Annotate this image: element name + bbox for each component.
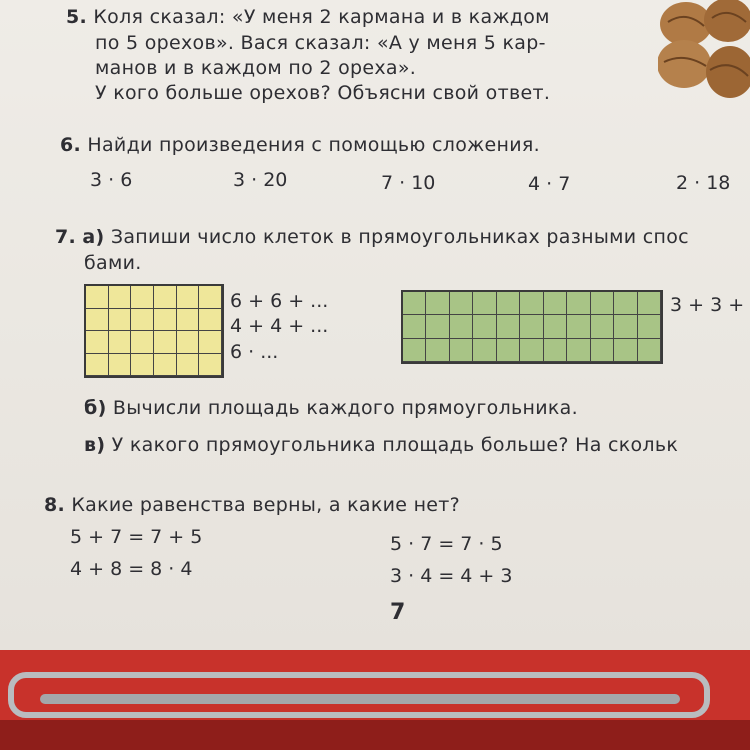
task7-text-c: У какого прямоугольника площадь больше? На скольк: [111, 434, 679, 456]
task7-expr-left: 6 · ...: [230, 341, 279, 363]
grid-cell: [109, 331, 132, 354]
grid-cell: [473, 315, 496, 338]
task7-line2: бами.: [84, 252, 142, 274]
task7-line-b: [84, 397, 578, 419]
grid-cell: [544, 292, 567, 315]
grid-cell: [567, 292, 590, 315]
task6-text: Найди произведения с помощью сложения.: [87, 134, 540, 156]
task7-label-a: а): [82, 226, 105, 248]
green-rectangle-grid: [401, 290, 663, 364]
task6-item: 4 · 7: [528, 173, 571, 195]
grid-cell: [567, 339, 590, 362]
task5-line1: [66, 6, 550, 28]
grid-cell: [473, 292, 496, 315]
task6-title: [60, 134, 540, 156]
grid-cell: [154, 354, 177, 377]
task8-equation: 3 · 4 = 4 + 3: [390, 565, 513, 587]
grid-cell: [177, 331, 200, 354]
grid-cell: [497, 315, 520, 338]
grid-cell: [544, 315, 567, 338]
grid-cell: [199, 354, 222, 377]
grid-cell: [638, 339, 661, 362]
grid-cell: [614, 292, 637, 315]
grid-cell: [109, 309, 132, 332]
grid-cell: [520, 315, 543, 338]
task5-text1: Коля сказал: «У меня 2 кармана и в каждом: [93, 6, 550, 28]
grid-cell: [520, 339, 543, 362]
task5-number: 5.: [66, 6, 88, 28]
task7-expr-left: 6 + 6 + ...: [230, 290, 329, 312]
grid-cell: [131, 286, 154, 309]
grid-cell: [614, 315, 637, 338]
task8-number: 8.: [44, 494, 66, 516]
task8-equation: 5 + 7 = 7 + 5: [70, 526, 203, 548]
grid-cell: [638, 315, 661, 338]
grid-cell: [109, 354, 132, 377]
task7-line1: [55, 226, 689, 248]
grid-cell: [86, 331, 109, 354]
grid-cell: [591, 315, 614, 338]
grid-cell: [638, 292, 661, 315]
grid-cell: [177, 286, 200, 309]
grid-cell: [86, 286, 109, 309]
task7-line-c: [84, 434, 678, 456]
walnuts-icon: [658, 0, 750, 105]
task7-text1: Запиши число клеток в прямоугольниках разными спос: [110, 226, 689, 248]
grid-cell: [426, 315, 449, 338]
grid-cell: [497, 339, 520, 362]
grid-cell: [450, 315, 473, 338]
grid-cell: [591, 292, 614, 315]
grid-cell: [109, 286, 132, 309]
grid-cell: [177, 354, 200, 377]
task7-label-b: б): [84, 397, 107, 419]
task7-expr-left: 4 + 4 + ...: [230, 315, 329, 337]
grid-cell: [520, 292, 543, 315]
tray-shadow: [0, 720, 750, 750]
grid-cell: [544, 339, 567, 362]
grid-cell: [591, 339, 614, 362]
grid-cell: [473, 339, 496, 362]
grid-cell: [403, 339, 426, 362]
yellow-rectangle-grid: [84, 284, 224, 378]
grid-cell: [177, 309, 200, 332]
task5-line3: манов и в каждом по 2 ореха».: [95, 57, 417, 79]
task6-item: 2 · 18: [676, 172, 731, 194]
task5-line4: У кого больше орехов? Объясни свой ответ.: [95, 82, 551, 104]
grid-cell: [497, 292, 520, 315]
page-number: 7: [390, 600, 406, 625]
grid-cell: [403, 315, 426, 338]
grid-cell: [86, 354, 109, 377]
metal-bar: [40, 694, 680, 704]
grid-cell: [154, 309, 177, 332]
task6-item: 3 · 20: [233, 169, 288, 191]
grid-cell: [567, 315, 590, 338]
grid-cell: [131, 354, 154, 377]
task7-expr-right: 3 + 3 +: [670, 294, 745, 316]
task7-label-c: в): [84, 434, 106, 456]
task6-number: 6.: [60, 134, 82, 156]
task8-equation: 5 · 7 = 7 · 5: [390, 533, 503, 555]
grid-cell: [199, 286, 222, 309]
task8-equation: 4 + 8 = 8 · 4: [70, 558, 193, 580]
grid-cell: [154, 286, 177, 309]
grid-cell: [426, 339, 449, 362]
grid-cell: [131, 309, 154, 332]
grid-cell: [131, 331, 154, 354]
task8-title: [44, 494, 460, 516]
grid-cell: [450, 292, 473, 315]
grid-cell: [426, 292, 449, 315]
grid-cell: [614, 339, 637, 362]
grid-cell: [403, 292, 426, 315]
task5-line2: по 5 орехов». Вася сказал: «А у меня 5 кар-: [95, 32, 546, 54]
task6-item: 3 · 6: [90, 169, 133, 191]
task6-item: 7 · 10: [381, 172, 436, 194]
task8-text: Какие равенства верны, а какие нет?: [71, 494, 461, 516]
task7-number: 7.: [55, 226, 77, 248]
task7-text-b: Вычисли площадь каждого прямоугольника.: [112, 397, 578, 419]
grid-cell: [199, 309, 222, 332]
grid-cell: [450, 339, 473, 362]
grid-cell: [154, 331, 177, 354]
grid-cell: [86, 309, 109, 332]
grid-cell: [199, 331, 222, 354]
